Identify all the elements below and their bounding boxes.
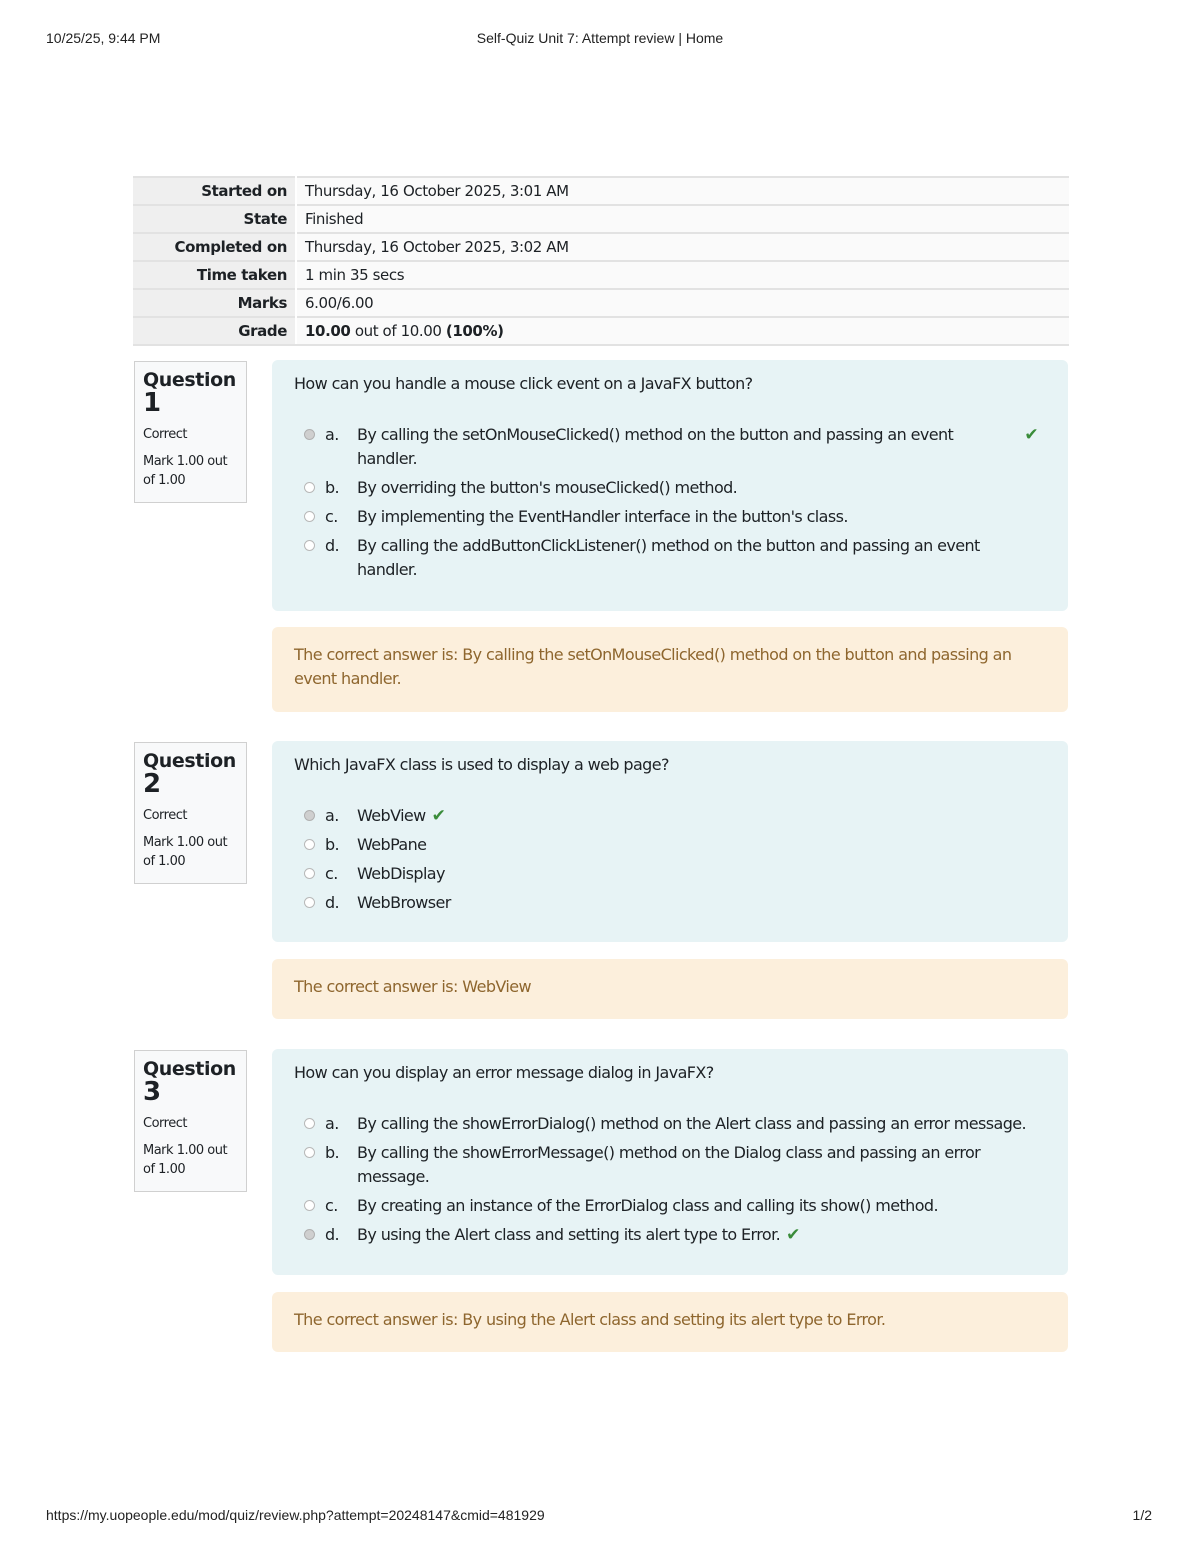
summary-label: Started on bbox=[133, 177, 296, 205]
answer-option[interactable] bbox=[294, 862, 1046, 886]
question-number: 3 bbox=[143, 1077, 162, 1107]
radio-button[interactable] bbox=[304, 511, 315, 522]
radio-button[interactable] bbox=[304, 1200, 315, 1211]
question-text: How can you display an error message dialog in JavaFX? bbox=[294, 1063, 714, 1082]
summary-value: Thursday, 16 October 2025, 3:02 AM bbox=[296, 233, 1069, 261]
answer-letter: b. bbox=[325, 835, 340, 854]
answer-text: By calling the showErrorDialog() method on the Alert class and passing an error message. bbox=[357, 1114, 1026, 1133]
answer-text: WebBrowser bbox=[357, 893, 451, 912]
answer-list bbox=[294, 1112, 1046, 1247]
grade-out-of: out of 10.00 bbox=[350, 322, 446, 340]
answer-letter: b. bbox=[325, 1143, 340, 1162]
summary-label: Completed on bbox=[133, 233, 296, 261]
summary-value: 6.00/6.00 bbox=[296, 289, 1069, 317]
summary-row bbox=[133, 317, 1069, 345]
answer-list bbox=[294, 804, 1046, 915]
question-state: Correct bbox=[143, 1116, 187, 1131]
radio-button[interactable] bbox=[304, 810, 315, 821]
check-icon: ✔ bbox=[786, 1225, 800, 1245]
radio-button[interactable] bbox=[304, 540, 315, 551]
answer-text: By calling the setOnMouseClicked() method on the button and passing an event handler. bbox=[357, 425, 954, 468]
answer-text: By creating an instance of the ErrorDialog class and calling its show() method. bbox=[357, 1196, 938, 1215]
radio-button[interactable] bbox=[304, 1229, 315, 1240]
radio-button[interactable] bbox=[304, 1147, 315, 1158]
print-datetime: 10/25/25, 9:44 PM bbox=[46, 30, 161, 46]
summary-row bbox=[133, 177, 1069, 205]
grade-percent: (100%) bbox=[445, 322, 504, 340]
radio-button[interactable] bbox=[304, 429, 315, 440]
answer-letter: a. bbox=[325, 806, 339, 825]
question-info bbox=[134, 742, 247, 884]
radio-button[interactable] bbox=[304, 868, 315, 879]
summary-label: Marks bbox=[133, 289, 296, 317]
summary-value: Thursday, 16 October 2025, 3:01 AM bbox=[296, 177, 1069, 205]
answer-letter: d. bbox=[325, 536, 340, 555]
answer-option[interactable] bbox=[294, 891, 1046, 915]
question-text: Which JavaFX class is used to display a web page? bbox=[294, 755, 669, 774]
answer-option[interactable] bbox=[294, 476, 1046, 500]
answer-text: WebDisplay bbox=[357, 864, 445, 883]
answer-text: WebView bbox=[357, 806, 426, 825]
question-state: Correct bbox=[143, 808, 187, 823]
answer-text: By calling the addButtonClickListener() method on the button and passing an event handler. bbox=[357, 536, 980, 579]
check-icon: ✔ bbox=[1024, 425, 1038, 445]
question-number: 1 bbox=[143, 388, 162, 418]
answer-text: By using the Alert class and setting its alert type to Error. bbox=[357, 1225, 781, 1244]
question-grade: Mark 1.00 out of 1.00 bbox=[143, 835, 228, 869]
correct-answer-feedback: The correct answer is: By calling the setOnMouseClicked() method on the button and passing an event handler. bbox=[272, 627, 1068, 712]
attempt-summary-table bbox=[133, 176, 1069, 346]
answer-list bbox=[294, 423, 1046, 582]
question-grade: Mark 1.00 out of 1.00 bbox=[143, 1143, 228, 1177]
answer-option[interactable] bbox=[294, 1112, 1046, 1136]
answer-option[interactable] bbox=[294, 1141, 1046, 1189]
question-info bbox=[134, 361, 247, 503]
summary-row bbox=[133, 233, 1069, 261]
print-title: Self-Quiz Unit 7: Attempt review | Home bbox=[476, 30, 724, 46]
summary-label: Time taken bbox=[133, 261, 296, 289]
answer-text: By overriding the button's mouseClicked() method. bbox=[357, 478, 738, 497]
summary-value: Finished bbox=[296, 205, 1069, 233]
answer-option[interactable] bbox=[294, 423, 1046, 471]
summary-label: Grade bbox=[133, 317, 296, 345]
answer-text: WebPane bbox=[357, 835, 427, 854]
check-icon: ✔ bbox=[431, 806, 446, 826]
answer-option[interactable] bbox=[294, 1223, 1046, 1247]
summary-value bbox=[296, 317, 1069, 345]
page-url: https://my.uopeople.edu/mod/quiz/review.php?attempt=20248147&cmid=481929 bbox=[46, 1507, 545, 1523]
radio-button[interactable] bbox=[304, 897, 315, 908]
summary-value: 1 min 35 secs bbox=[296, 261, 1069, 289]
summary-label: State bbox=[133, 205, 296, 233]
answer-option[interactable] bbox=[294, 534, 1046, 582]
answer-letter: a. bbox=[325, 1114, 339, 1133]
answer-letter: b. bbox=[325, 478, 340, 497]
radio-button[interactable] bbox=[304, 1118, 315, 1129]
question-formulation bbox=[272, 360, 1068, 611]
answer-text: By implementing the EventHandler interface in the button's class. bbox=[357, 507, 848, 526]
answer-text: By calling the showErrorMessage() method on the Dialog class and passing an error message. bbox=[357, 1143, 981, 1186]
question-formulation bbox=[272, 741, 1068, 942]
summary-row bbox=[133, 261, 1069, 289]
summary-row bbox=[133, 289, 1069, 317]
question-label: Question bbox=[143, 1058, 236, 1080]
question-label: Question bbox=[143, 750, 236, 772]
question-number: 2 bbox=[143, 769, 162, 799]
radio-button[interactable] bbox=[304, 839, 315, 850]
question-state: Correct bbox=[143, 427, 187, 442]
answer-letter: a. bbox=[325, 425, 339, 444]
answer-letter: c. bbox=[325, 1196, 338, 1215]
question-text: How can you handle a mouse click event on a JavaFX button? bbox=[294, 374, 753, 393]
question-info bbox=[134, 1050, 247, 1192]
answer-option[interactable] bbox=[294, 1194, 1046, 1218]
question-grade: Mark 1.00 out of 1.00 bbox=[143, 454, 228, 488]
answer-option[interactable] bbox=[294, 804, 1046, 828]
answer-option[interactable] bbox=[294, 505, 1046, 529]
answer-letter: c. bbox=[325, 507, 338, 526]
answer-letter: d. bbox=[325, 893, 340, 912]
question-formulation bbox=[272, 1049, 1068, 1275]
radio-button[interactable] bbox=[304, 482, 315, 493]
summary-row bbox=[133, 205, 1069, 233]
correct-answer-feedback: The correct answer is: By using the Alert class and setting its alert type to Error. bbox=[272, 1292, 1068, 1352]
page-number: 1/2 bbox=[1132, 1507, 1152, 1523]
correct-answer-feedback: The correct answer is: WebView bbox=[272, 959, 1068, 1019]
grade-score: 10.00 bbox=[305, 322, 351, 340]
answer-letter: c. bbox=[325, 864, 338, 883]
answer-option[interactable] bbox=[294, 833, 1046, 857]
answer-letter: d. bbox=[325, 1225, 340, 1244]
question-label: Question bbox=[143, 369, 236, 391]
